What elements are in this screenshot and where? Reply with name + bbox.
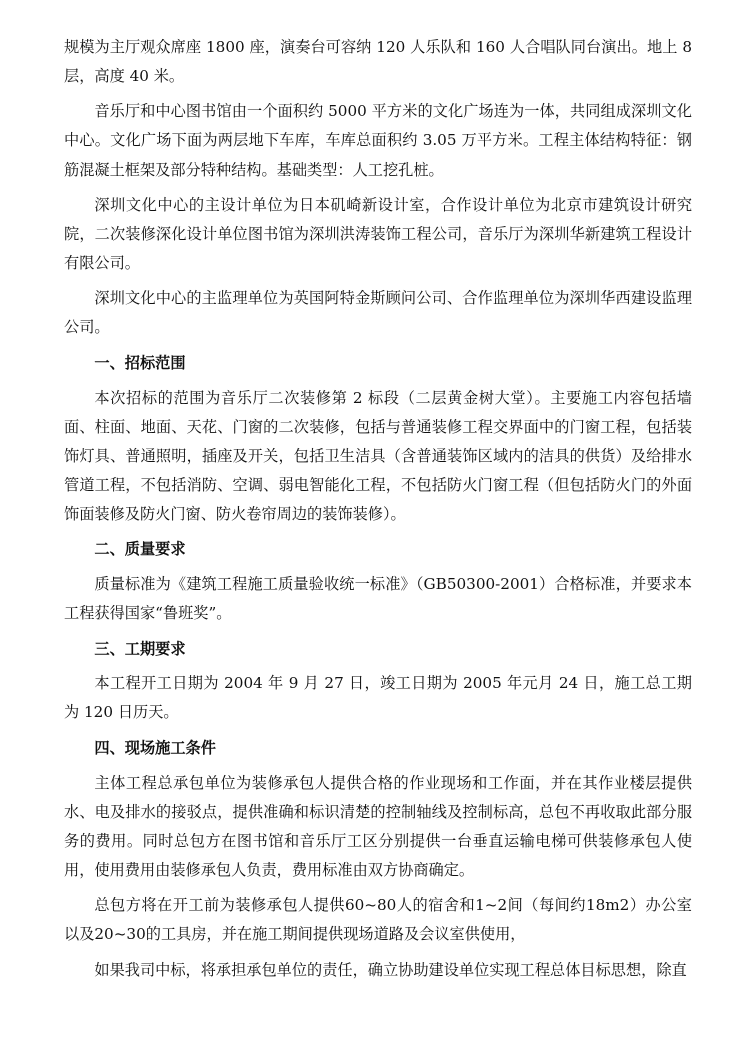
paragraph-scale-intro: 规模为主厅观众席座 1800 座，演奏台可容纳 120 人乐队和 160 人合唱队同台演出。地上 8 层，高度 40 米。	[64, 38, 692, 86]
heading-quality-requirements: 二、质量要求	[94, 540, 186, 559]
paragraph-if-we-win: 如果我司中标，将承担承包单位的责任，确立协助建设单位实现工程总体目标思想，除直	[94, 960, 687, 979]
paragraph-dormitory-offices: 总包方将在开工前为装修承包人提供60~80人的宿舍和1~2间（每间约18m2）办公室以及20~30的工具房，并在施工期间提供现场道路及会议室供使用，	[64, 896, 692, 944]
paragraph-supervision-units: 深圳文化中心的主监理单位为英国阿特金斯顾问公司、合作监理单位为深圳华西建设监理公司。	[64, 289, 692, 337]
paragraph-design-units: 深圳文化中心的主设计单位为日本矶崎新设计室，合作设计单位为北京市建筑设计研究院，二次装修深化设计单位图书馆为深圳洪涛装饰工程公司，音乐厅为深圳华新建筑工程设计有限公司。	[64, 195, 692, 273]
heading-schedule-requirements: 三、工期要求	[94, 639, 186, 658]
document-page	[64, 33, 692, 991]
paragraph-bidding-scope: 本次招标的范围为音乐厅二次装修第 2 标段（二层黄金树大堂）。主要施工内容包括墙面、柱面、地面、天花、门窗的二次装修，包括与普通装修工程交界面中的门窗工程，包括装饰灯具、普通照明，插座及开关，包括卫生洁具（含普通装饰区域内的洁具的供货）及给排水管道工程，不包括消防、空调、弱电智能化工程，不包括防火门窗工程（但包括防火门的外面饰面装修及防火门窗、防火卷帘周边的装饰装修）。	[64, 388, 692, 523]
heading-site-conditions: 四、现场施工条件	[94, 738, 216, 757]
paragraph-schedule-requirements: 本工程开工日期为 2004 年 9 月 27 日，竣工日期为 2005 年元月 24 日，施工总工期为 120 日历天。	[64, 674, 692, 722]
heading-bidding-scope: 一、招标范围	[94, 353, 186, 372]
paragraph-culture-center: 音乐厅和中心图书馆由一个面积约 5000 平方米的文化广场连为一体，共同组成深圳文化中心。文化广场下面为两层地下车库，车库总面积约 3.05 万平方米。工程主体结构特征：钢筋混凝土框架及部分特种结构。基础类型：人工挖孔桩。	[64, 102, 692, 179]
paragraph-quality-requirements: 质量标准为《建筑工程施工质量验收统一标准》（GB50300-2001）合格标准，并要求本工程获得国家“鲁班奖”。	[64, 575, 692, 623]
paragraph-site-conditions: 主体工程总承包单位为装修承包人提供合格的作业现场和工作面，并在其作业楼层提供水、电及排水的接驳点，提供准确和标识清楚的控制轴线及控制标高，总包不再收取此部分服务的费用。同时总包方在图书馆和音乐厅工区分别提供一台垂直运输电梯可供装修承包人使用，使用费用由装修承包人负责，费用标准由双方协商确定。	[64, 773, 692, 879]
